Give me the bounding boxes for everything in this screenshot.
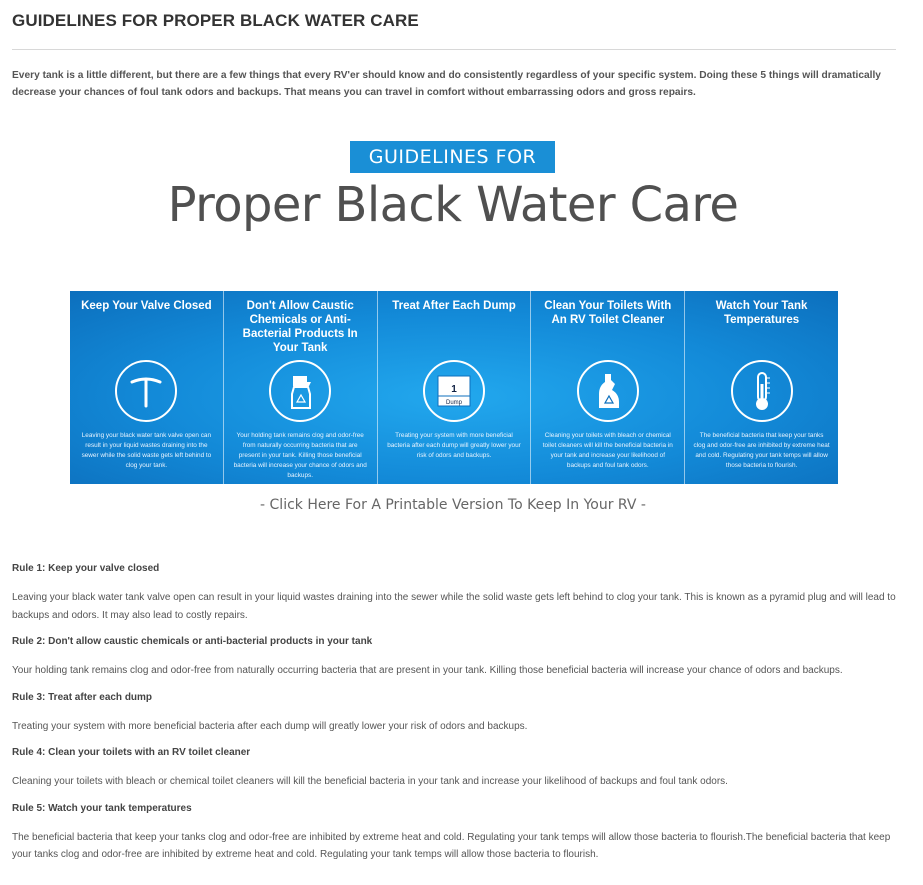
dump-counter-icon — [423, 360, 485, 422]
banner-column-valve — [70, 291, 224, 484]
banner-column-cleaner — [531, 291, 685, 484]
banner-column-text: Treating your system with more beneficial bacteria after each dump will greatly lower your risk of odors and backups. — [387, 432, 521, 459]
rule-body: Leaving your black water tank valve open can result in your liquid wastes draining into the sewer while the solid waste gets left behind to clog your tank. This is known as a pyramid plug and will lead to backups and odors. It may also lead to costly repairs. — [12, 592, 896, 621]
banner-column-text: Your holding tank remains clog and odor-free from naturally occurring bacteria that are present in your tank. Killing those beneficial bacteria will increase your chance of odors and backups. — [233, 432, 367, 479]
rule-title: Rule 1: Keep your valve closed — [12, 563, 160, 574]
dump-counter-number: 1 — [451, 384, 457, 395]
rule-body: Treating your system with more beneficial bacteria after each dump will greatly lower your risk of odors and backups. — [12, 720, 528, 732]
rule-title: Rule 2: Don't allow caustic chemicals or anti-bacterial products in your tank — [12, 636, 373, 647]
banner-column-temperature — [685, 291, 838, 484]
intro-paragraph: Every tank is a little different, but there are a few things that every RV'er should know and do consistently regardless of your specific system. Doing these 5 things will dramatically decrease your chances of foul tank odors and backups. That means you can travel in comfort without embarrassing odors and gross repairs. — [12, 70, 881, 98]
banner-column-dump — [378, 291, 532, 484]
thermometer-icon — [731, 360, 793, 422]
page-heading: GUIDELINES FOR PROPER BLACK WATER CARE — [12, 11, 419, 30]
cleaner-bottle-icon — [577, 360, 639, 422]
banner-column-title: Don't Allow Caustic Chemicals or Anti-Bacterial Products In Your Tank — [242, 300, 358, 354]
rule-body: The beneficial bacteria that keep your tanks clog and odor-free are inhibited by extreme heat and cold. Regulating your tank temps will allow those bacteria to flourish.The beneficial bacteria that keep your tanks clog and odor-free are inhibited by extreme heat and cold. Regulating your tank temps will allow those bacteria to flourish. — [12, 831, 891, 860]
banner-column-title: Treat After Each Dump — [392, 300, 516, 312]
banner-column-title: Watch Your Tank Temperatures — [715, 300, 808, 326]
hero-title: Proper Black Water Care — [167, 177, 739, 233]
banner-column-title: Keep Your Valve Closed — [81, 300, 212, 312]
valve-icon — [115, 360, 177, 422]
rule-title: Rule 3: Treat after each dump — [12, 691, 153, 703]
rule-title: Rule 5: Watch your tank temperatures — [12, 802, 192, 814]
rule-title: Rule 4: Clean your toilets with an RV toilet cleaner — [12, 747, 251, 758]
printable-version-link[interactable]: - Click Here For A Printable Version To Keep In Your RV - — [260, 497, 646, 513]
banner-column-title: Clean Your Toilets With An RV Toilet Cleaner — [544, 300, 672, 326]
guidelines-banner[interactable] — [70, 291, 838, 484]
dump-counter-label: Dump — [445, 400, 462, 406]
rules-section — [12, 559, 902, 864]
rule-body: Cleaning your toilets with bleach or chemical toilet cleaners will kill the beneficial bacteria in your tank and increase your likelihood of backups and foul tank odors. — [12, 776, 728, 787]
hero-tag: GUIDELINES FOR — [350, 141, 555, 173]
spray-bottle-icon — [269, 360, 331, 422]
banner-column-text: Leaving your black water tank valve open can result in your liquid wastes draining into the sewer while the solid waste gets left behind to clog your tank. — [81, 432, 212, 469]
heading-divider — [12, 49, 896, 50]
banner-column-chemicals — [224, 291, 378, 484]
banner-column-text: Cleaning your toilets with bleach or chemical toilet cleaners will kill the beneficial bacteria in your tank and increase your likelihood of backups and foul tank odors. — [542, 432, 673, 469]
banner-column-text: The beneficial bacteria that keep your tanks clog and odor-free are inhibited by extreme heat and cold. Regulating your tank temps will allow those bacteria to flourish. — [693, 432, 830, 469]
rule-body: Your holding tank remains clog and odor-free from naturally occurring bacteria that are present in your tank. Killing those beneficial bacteria will increase your chance of odors and backups. — [12, 665, 843, 676]
